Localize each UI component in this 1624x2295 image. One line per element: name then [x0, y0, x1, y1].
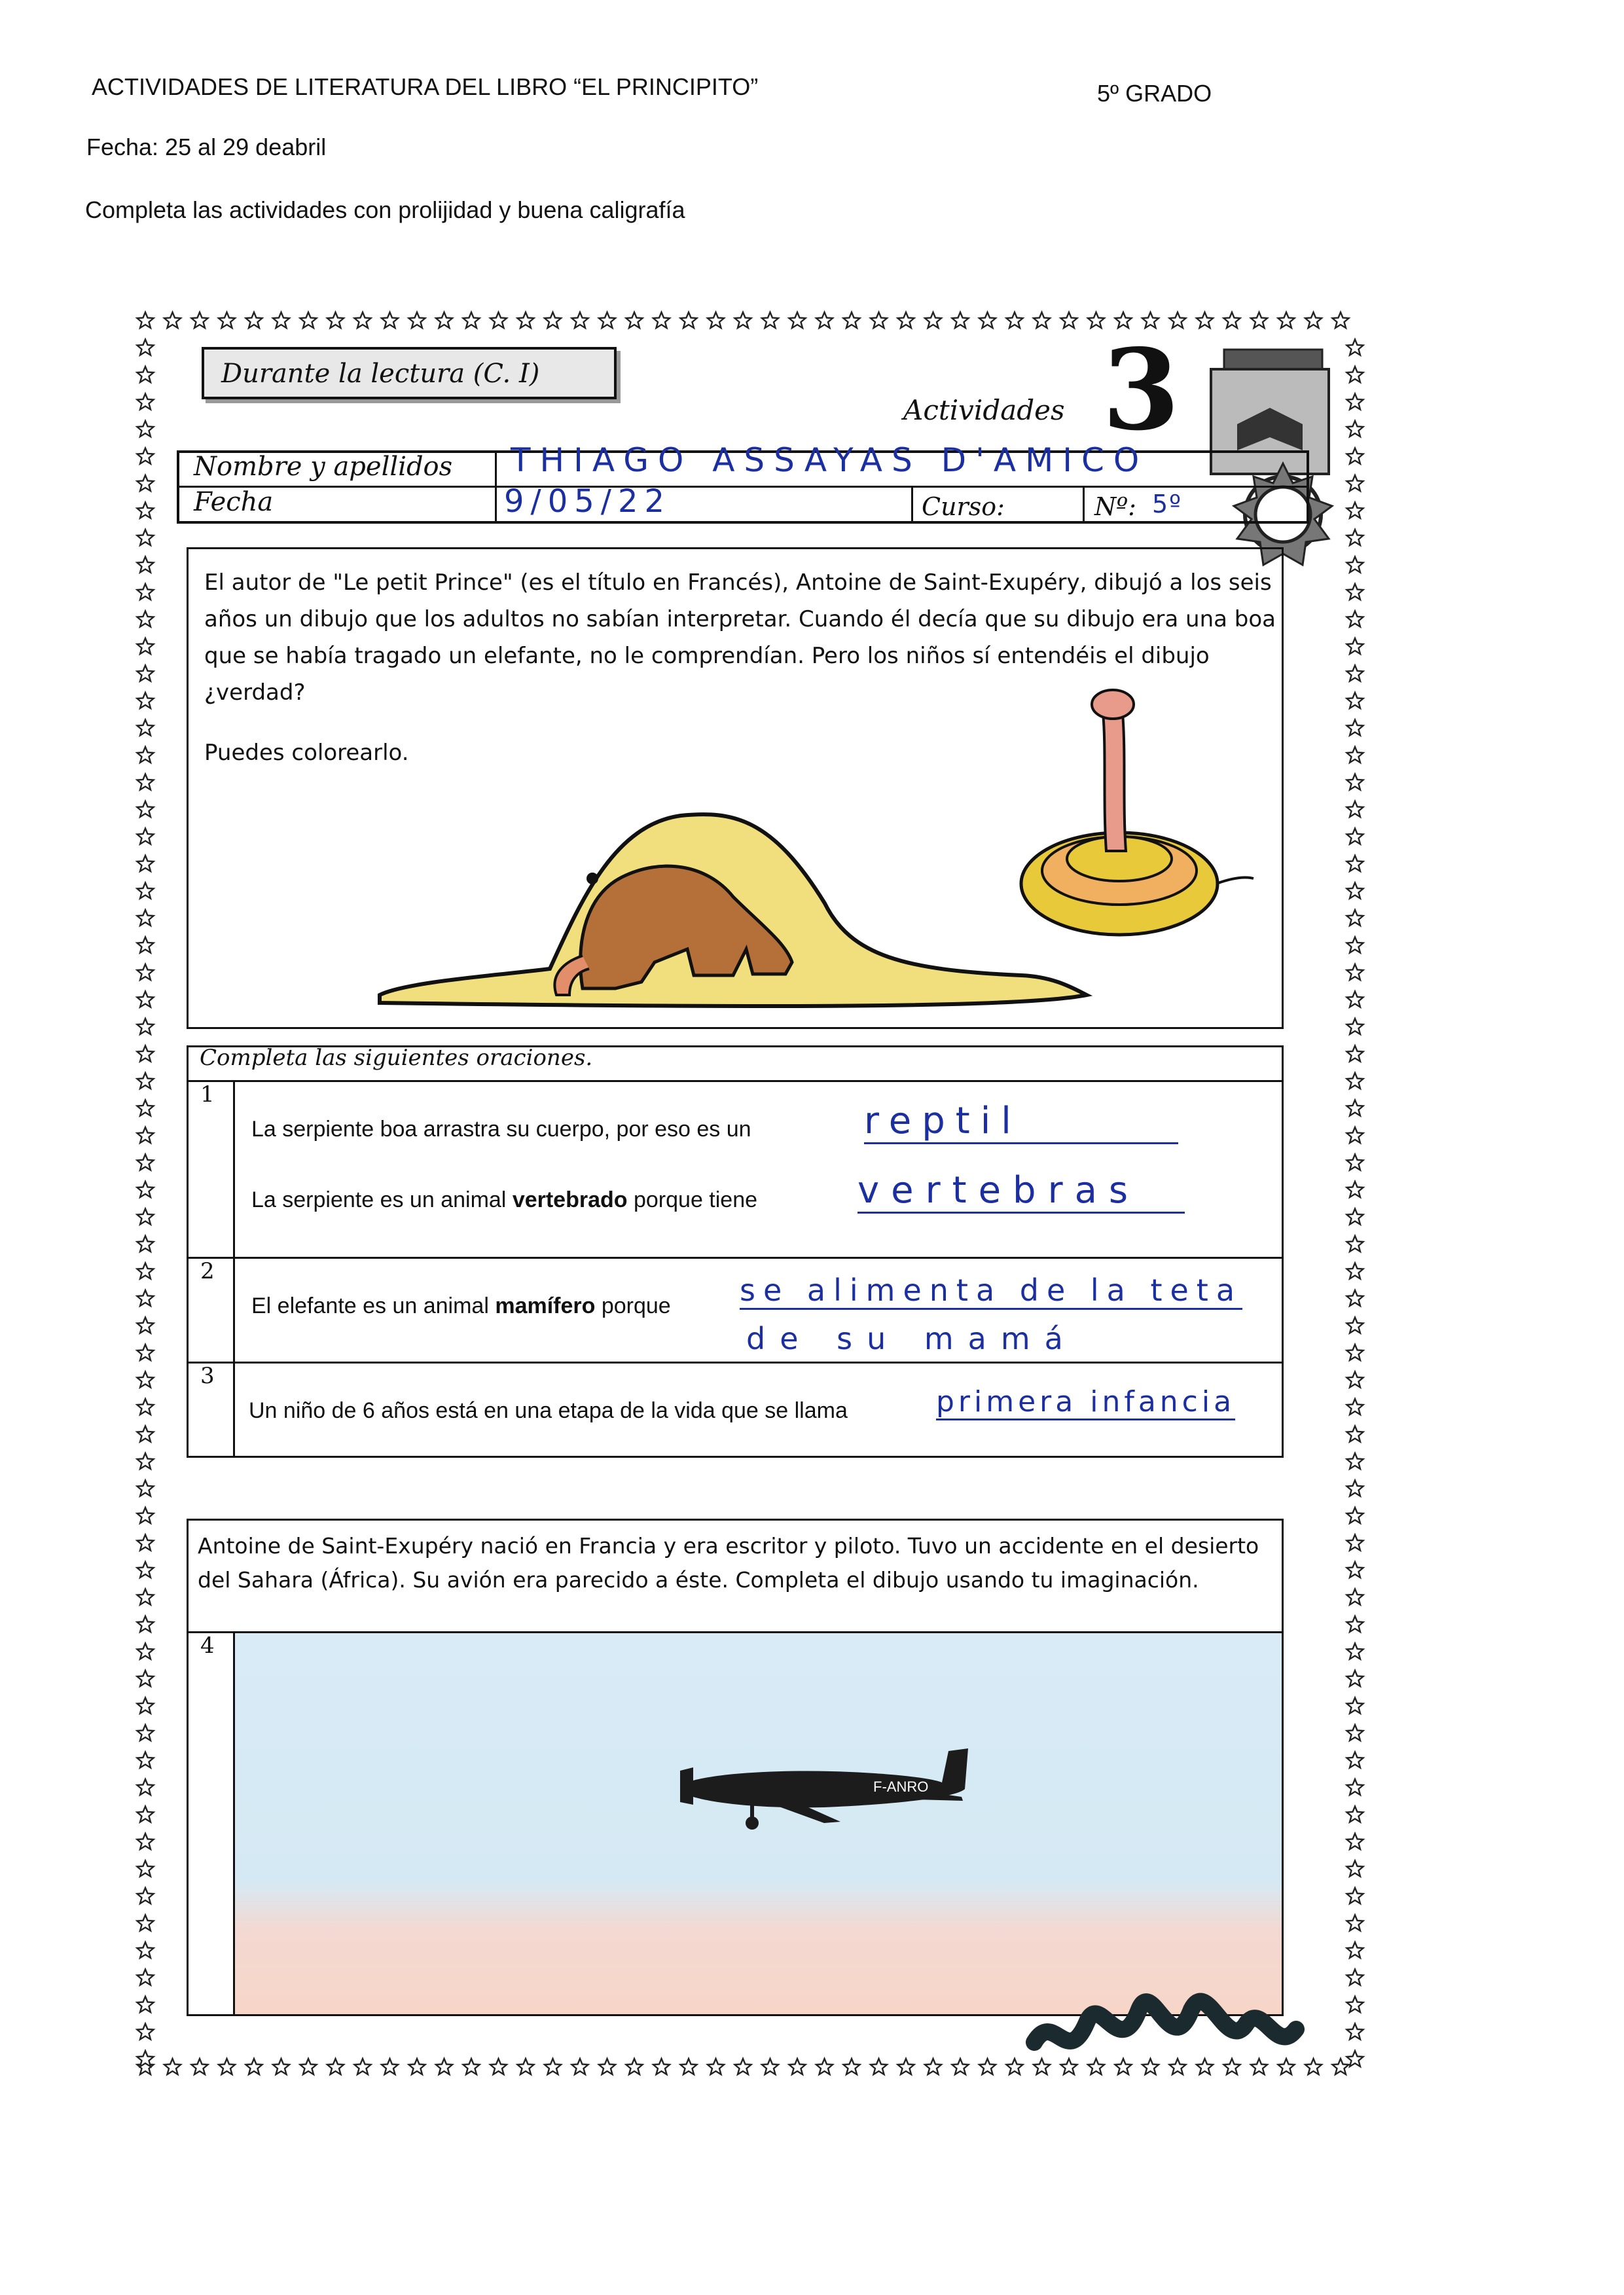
- border-star: [925, 312, 941, 328]
- complete-heading: Completa las siguientes oraciones.: [200, 1045, 593, 1071]
- border-star: [137, 1562, 154, 1578]
- border-star: [1347, 1997, 1363, 2012]
- border-star: [382, 2059, 398, 2074]
- border-star: [409, 2059, 425, 2074]
- border-star: [1347, 1752, 1363, 1768]
- border-star: [1347, 937, 1363, 953]
- border-star: [246, 312, 262, 328]
- border-star: [1347, 1535, 1363, 1551]
- border-star: [1347, 421, 1363, 437]
- border-star: [192, 2059, 208, 2074]
- border-star: [137, 1345, 154, 1360]
- border-star: [137, 475, 154, 491]
- border-star: [1347, 638, 1363, 654]
- question-1a: La serpiente boa arrastra su cuerpo, por eso es un: [251, 1117, 751, 1142]
- border-star: [1347, 1970, 1363, 1985]
- page-instruction: Completa las actividades con prolijidad y buena caligrafía: [85, 196, 685, 223]
- border-star: [1347, 1508, 1363, 1523]
- border-star: [137, 1535, 154, 1551]
- border-star: [1347, 475, 1363, 491]
- complete-divider-2: [187, 1257, 1284, 1259]
- border-star: [1034, 312, 1050, 328]
- border-star: [273, 2059, 289, 2074]
- item-number-2: 2: [200, 1258, 215, 1284]
- border-star: [137, 2024, 154, 2040]
- border-star: [1347, 801, 1363, 817]
- border-star: [1333, 2059, 1349, 2074]
- border-star: [1347, 1399, 1363, 1415]
- border-star: [871, 2059, 887, 2074]
- border-star: [137, 1779, 154, 1795]
- border-star: [735, 312, 751, 328]
- border-star: [1347, 1644, 1363, 1659]
- border-star: [137, 801, 154, 817]
- border-star: [681, 2059, 697, 2074]
- border-star: [1333, 312, 1349, 328]
- border-star: [137, 992, 154, 1007]
- border-star: [137, 1046, 154, 1062]
- table-col-divider-2: [911, 486, 913, 524]
- border-star: [137, 367, 154, 382]
- border-star: [708, 2059, 724, 2074]
- border-star: [898, 2059, 914, 2074]
- border-star: [137, 1589, 154, 1605]
- border-star: [1347, 1616, 1363, 1632]
- border-star: [137, 1399, 154, 1415]
- border-star: [1278, 312, 1295, 328]
- border-star: [137, 1671, 154, 1686]
- border-star: [925, 2059, 941, 2074]
- intro-text: El autor de "Le petit Prince" (es el título en Francés), Antoine de Saint-Exupéry, dibujó a los seis años un dibujo que los adultos no sabían interpretar. Cuando él decía que su dibujo era una boa que se había tragado un elefante, no le comprendían. Pero los niños sí entendéis el dibujo ¿verdad?: [204, 569, 1276, 706]
- border-star: [137, 557, 154, 573]
- border-star: [1347, 910, 1363, 926]
- border-star: [1347, 1100, 1363, 1116]
- border-star: [1347, 1698, 1363, 1714]
- plane-text: Antoine de Saint-Exupéry nació en Francia y era escritor y piloto. Tuvo un accidente en el desierto del Sahara (África). Su avión era parecido a éste. Completa el dibujo usando tu imaginación.: [198, 1533, 1259, 1593]
- question-1b-post: porque tiene: [627, 1187, 758, 1212]
- border-star: [518, 312, 534, 328]
- complete-divider-3: [187, 1362, 1284, 1364]
- section-label-text: Durante la lectura (C. I): [221, 359, 540, 389]
- answer-2-line1[interactable]: se alimenta de la teta: [740, 1273, 1242, 1310]
- border-star: [1347, 1807, 1363, 1822]
- border-star: [1347, 340, 1363, 355]
- border-star: [871, 312, 887, 328]
- border-star: [137, 1372, 154, 1388]
- border-star: [1347, 693, 1363, 708]
- border-star: [1347, 1263, 1363, 1279]
- border-star: [1347, 367, 1363, 382]
- border-star: [164, 2059, 181, 2074]
- border-star: [1347, 1834, 1363, 1849]
- plane-registration: F-ANRO: [873, 1779, 929, 1795]
- plane-coloring-area[interactable]: [235, 1633, 1282, 2014]
- number-label: Nº:: [1094, 492, 1136, 521]
- border-star: [137, 1236, 154, 1252]
- border-star: [355, 312, 371, 328]
- border-star: [327, 2059, 344, 2074]
- border-star: [952, 312, 969, 328]
- border-star: [300, 2059, 317, 2074]
- border-star: [1224, 312, 1240, 328]
- item-number-1: 1: [200, 1081, 215, 1108]
- border-star: [1347, 448, 1363, 464]
- border-star: [137, 1318, 154, 1333]
- table-col-divider-3: [1083, 486, 1085, 524]
- border-star: [137, 448, 154, 464]
- border-star: [137, 1915, 154, 1931]
- border-star: [137, 1752, 154, 1768]
- border-star: [409, 312, 425, 328]
- answer-2-line2[interactable]: de su mamá: [746, 1321, 1077, 1356]
- border-star: [137, 503, 154, 518]
- border-star: [1347, 1127, 1363, 1143]
- border-star: [1347, 1236, 1363, 1252]
- item-number-3: 3: [200, 1363, 215, 1389]
- question-2-post: porque: [595, 1293, 671, 1318]
- border-star: [137, 1508, 154, 1523]
- border-star: [816, 2059, 833, 2074]
- border-star: [137, 1861, 154, 1877]
- table-col-divider: [495, 450, 497, 524]
- border-star: [789, 2059, 806, 2074]
- border-star: [137, 1182, 154, 1197]
- border-star: [518, 2059, 534, 2074]
- activity-number: 3: [1102, 325, 1180, 456]
- border-star: [599, 2059, 615, 2074]
- border-star: [137, 1644, 154, 1659]
- border-star: [137, 910, 154, 926]
- border-star: [1347, 1182, 1363, 1197]
- border-star: [952, 2059, 969, 2074]
- border-star: [219, 312, 235, 328]
- border-star: [599, 312, 615, 328]
- page-title: ACTIVIDADES DE LITERATURA DEL LIBRO “EL PRINCIPITO”: [92, 73, 759, 100]
- border-star: [1347, 530, 1363, 545]
- border-star: [137, 638, 154, 654]
- border-star: [137, 774, 154, 790]
- answer-3[interactable]: primera infancia: [936, 1385, 1235, 1420]
- border-star: [1251, 312, 1267, 328]
- border-star: [545, 312, 561, 328]
- item-number-4: 4: [200, 1633, 215, 1659]
- border-star: [137, 421, 154, 437]
- border-star: [246, 2059, 262, 2074]
- border-star: [1347, 1318, 1363, 1333]
- border-star: [327, 312, 344, 328]
- border-star: [979, 312, 996, 328]
- border-star: [653, 2059, 670, 2074]
- question-1b-pre: La serpiente es un animal: [251, 1187, 513, 1212]
- border-star: [137, 1942, 154, 1958]
- border-star: [137, 856, 154, 871]
- border-star: [137, 747, 154, 763]
- grade-label: 5º GRADO: [1097, 80, 1212, 107]
- page-date: Fecha: 25 al 29 deabril: [86, 134, 327, 160]
- border-star: [898, 312, 914, 328]
- border-star: [137, 1834, 154, 1849]
- border-star: [436, 2059, 452, 2074]
- question-1b-bold: vertebrado: [512, 1187, 628, 1212]
- border-star: [137, 1698, 154, 1714]
- border-star: [137, 1616, 154, 1632]
- border-star: [1347, 557, 1363, 573]
- question-2-bold: mamífero: [495, 1293, 596, 1318]
- border-star: [382, 312, 398, 328]
- border-star: [789, 312, 806, 328]
- border-star: [1347, 1671, 1363, 1686]
- border-star: [1197, 312, 1213, 328]
- border-star: [137, 883, 154, 899]
- border-star: [1347, 503, 1363, 518]
- border-star: [137, 1127, 154, 1143]
- border-star: [816, 312, 833, 328]
- complete-divider-1: [187, 1080, 1284, 1082]
- border-star: [137, 340, 154, 355]
- border-star: [1347, 666, 1363, 681]
- border-star: [1347, 1073, 1363, 1089]
- answer-1b[interactable]: vertebras: [857, 1169, 1185, 1214]
- number-value[interactable]: 5º: [1152, 490, 1183, 518]
- border-star: [137, 829, 154, 844]
- border-star: [1347, 1562, 1363, 1578]
- border-star: [1347, 1155, 1363, 1170]
- border-star: [137, 1970, 154, 1985]
- border-star: [137, 1263, 154, 1279]
- border-star: [1347, 883, 1363, 899]
- border-star: [137, 1725, 154, 1741]
- name-value[interactable]: THIAGO ASSAYAS D'AMICO: [511, 441, 1149, 479]
- border-star: [1347, 1942, 1363, 1958]
- border-star: [1347, 856, 1363, 871]
- border-star: [1347, 394, 1363, 410]
- border-star: [1347, 964, 1363, 980]
- border-star: [137, 666, 154, 681]
- table-divider: [177, 486, 1309, 488]
- border-star: [653, 312, 670, 328]
- name-label: Nombre y apellidos: [194, 452, 453, 482]
- border-star: [572, 2059, 588, 2074]
- section-label: [202, 347, 617, 399]
- border-star: [137, 1807, 154, 1822]
- border-star: [1347, 1345, 1363, 1360]
- border-star: [681, 312, 697, 328]
- border-star: [1347, 1290, 1363, 1306]
- border-star: [1347, 829, 1363, 844]
- question-2-pre: El elefante es un animal: [251, 1293, 496, 1318]
- border-star: [1305, 312, 1322, 328]
- border-star: [545, 2059, 561, 2074]
- color-prompt: Puedes colorearlo.: [204, 740, 409, 766]
- course-label: Curso:: [922, 492, 1005, 521]
- border-star: [1347, 720, 1363, 736]
- border-star: [572, 312, 588, 328]
- border-star: [137, 1019, 154, 1034]
- border-star: [137, 693, 154, 708]
- question-3: Un niño de 6 años está en una etapa de la vida que se llama: [249, 1398, 848, 1423]
- border-star: [137, 1426, 154, 1442]
- border-star: [137, 530, 154, 545]
- border-star: [273, 312, 289, 328]
- border-star: [1347, 584, 1363, 600]
- border-star: [137, 1155, 154, 1170]
- decorative-wave-icon: [1021, 1964, 1316, 2075]
- border-star: [436, 312, 452, 328]
- border-star: [137, 937, 154, 953]
- border-star: [137, 611, 154, 627]
- border-star: [1347, 774, 1363, 790]
- question-1b: [251, 1187, 757, 1213]
- date-value[interactable]: 9/05/22: [504, 483, 672, 520]
- border-star: [1347, 1589, 1363, 1605]
- border-star: [137, 1209, 154, 1225]
- border-star: [1347, 1019, 1363, 1034]
- question-2: [251, 1293, 671, 1319]
- border-star: [1347, 1372, 1363, 1388]
- border-star: [137, 394, 154, 410]
- complete-num-col: [233, 1080, 235, 1458]
- border-star: [1347, 1779, 1363, 1795]
- border-star: [137, 1290, 154, 1306]
- border-star: [1007, 312, 1023, 328]
- border-star: [1347, 2024, 1363, 2040]
- border-star: [219, 2059, 235, 2074]
- border-star: [1007, 2059, 1023, 2074]
- border-star: [137, 1073, 154, 1089]
- border-star: [137, 312, 154, 328]
- border-star: [626, 2059, 643, 2074]
- border-star: [1061, 312, 1077, 328]
- border-star: [137, 1453, 154, 1469]
- border-star: [1347, 1426, 1363, 1442]
- date-label: Fecha: [194, 487, 274, 517]
- border-star: [137, 584, 154, 600]
- border-star: [708, 312, 724, 328]
- border-star: [1347, 1453, 1363, 1469]
- border-star: [1347, 1888, 1363, 1904]
- border-star: [164, 312, 181, 328]
- border-star: [979, 2059, 996, 2074]
- border-star: [762, 2059, 778, 2074]
- border-star: [137, 1888, 154, 1904]
- border-star: [137, 1100, 154, 1116]
- border-star: [1347, 1725, 1363, 1741]
- border-star: [300, 312, 317, 328]
- border-star: [463, 312, 480, 328]
- border-star: [355, 2059, 371, 2074]
- border-star: [137, 1997, 154, 2012]
- border-star: [844, 2059, 860, 2074]
- border-star: [490, 2059, 507, 2074]
- border-star: [626, 312, 643, 328]
- border-star: [1347, 1046, 1363, 1062]
- activities-label: Actividades: [903, 394, 1065, 426]
- border-star: [137, 720, 154, 736]
- border-star: [137, 964, 154, 980]
- border-star: [1347, 1481, 1363, 1496]
- border-star: [1347, 1861, 1363, 1877]
- border-star: [735, 2059, 751, 2074]
- border-star: [1347, 1209, 1363, 1225]
- answer-1a[interactable]: reptil: [864, 1100, 1178, 1144]
- border-star: [762, 312, 778, 328]
- border-star: [463, 2059, 480, 2074]
- border-star: [1347, 747, 1363, 763]
- border-star: [192, 312, 208, 328]
- border-star: [490, 312, 507, 328]
- snake-drawing: [988, 687, 1263, 949]
- border-star: [137, 1481, 154, 1496]
- border-star: [844, 312, 860, 328]
- border-star: [1347, 992, 1363, 1007]
- border-star: [1347, 1915, 1363, 1931]
- border-star: [1347, 611, 1363, 627]
